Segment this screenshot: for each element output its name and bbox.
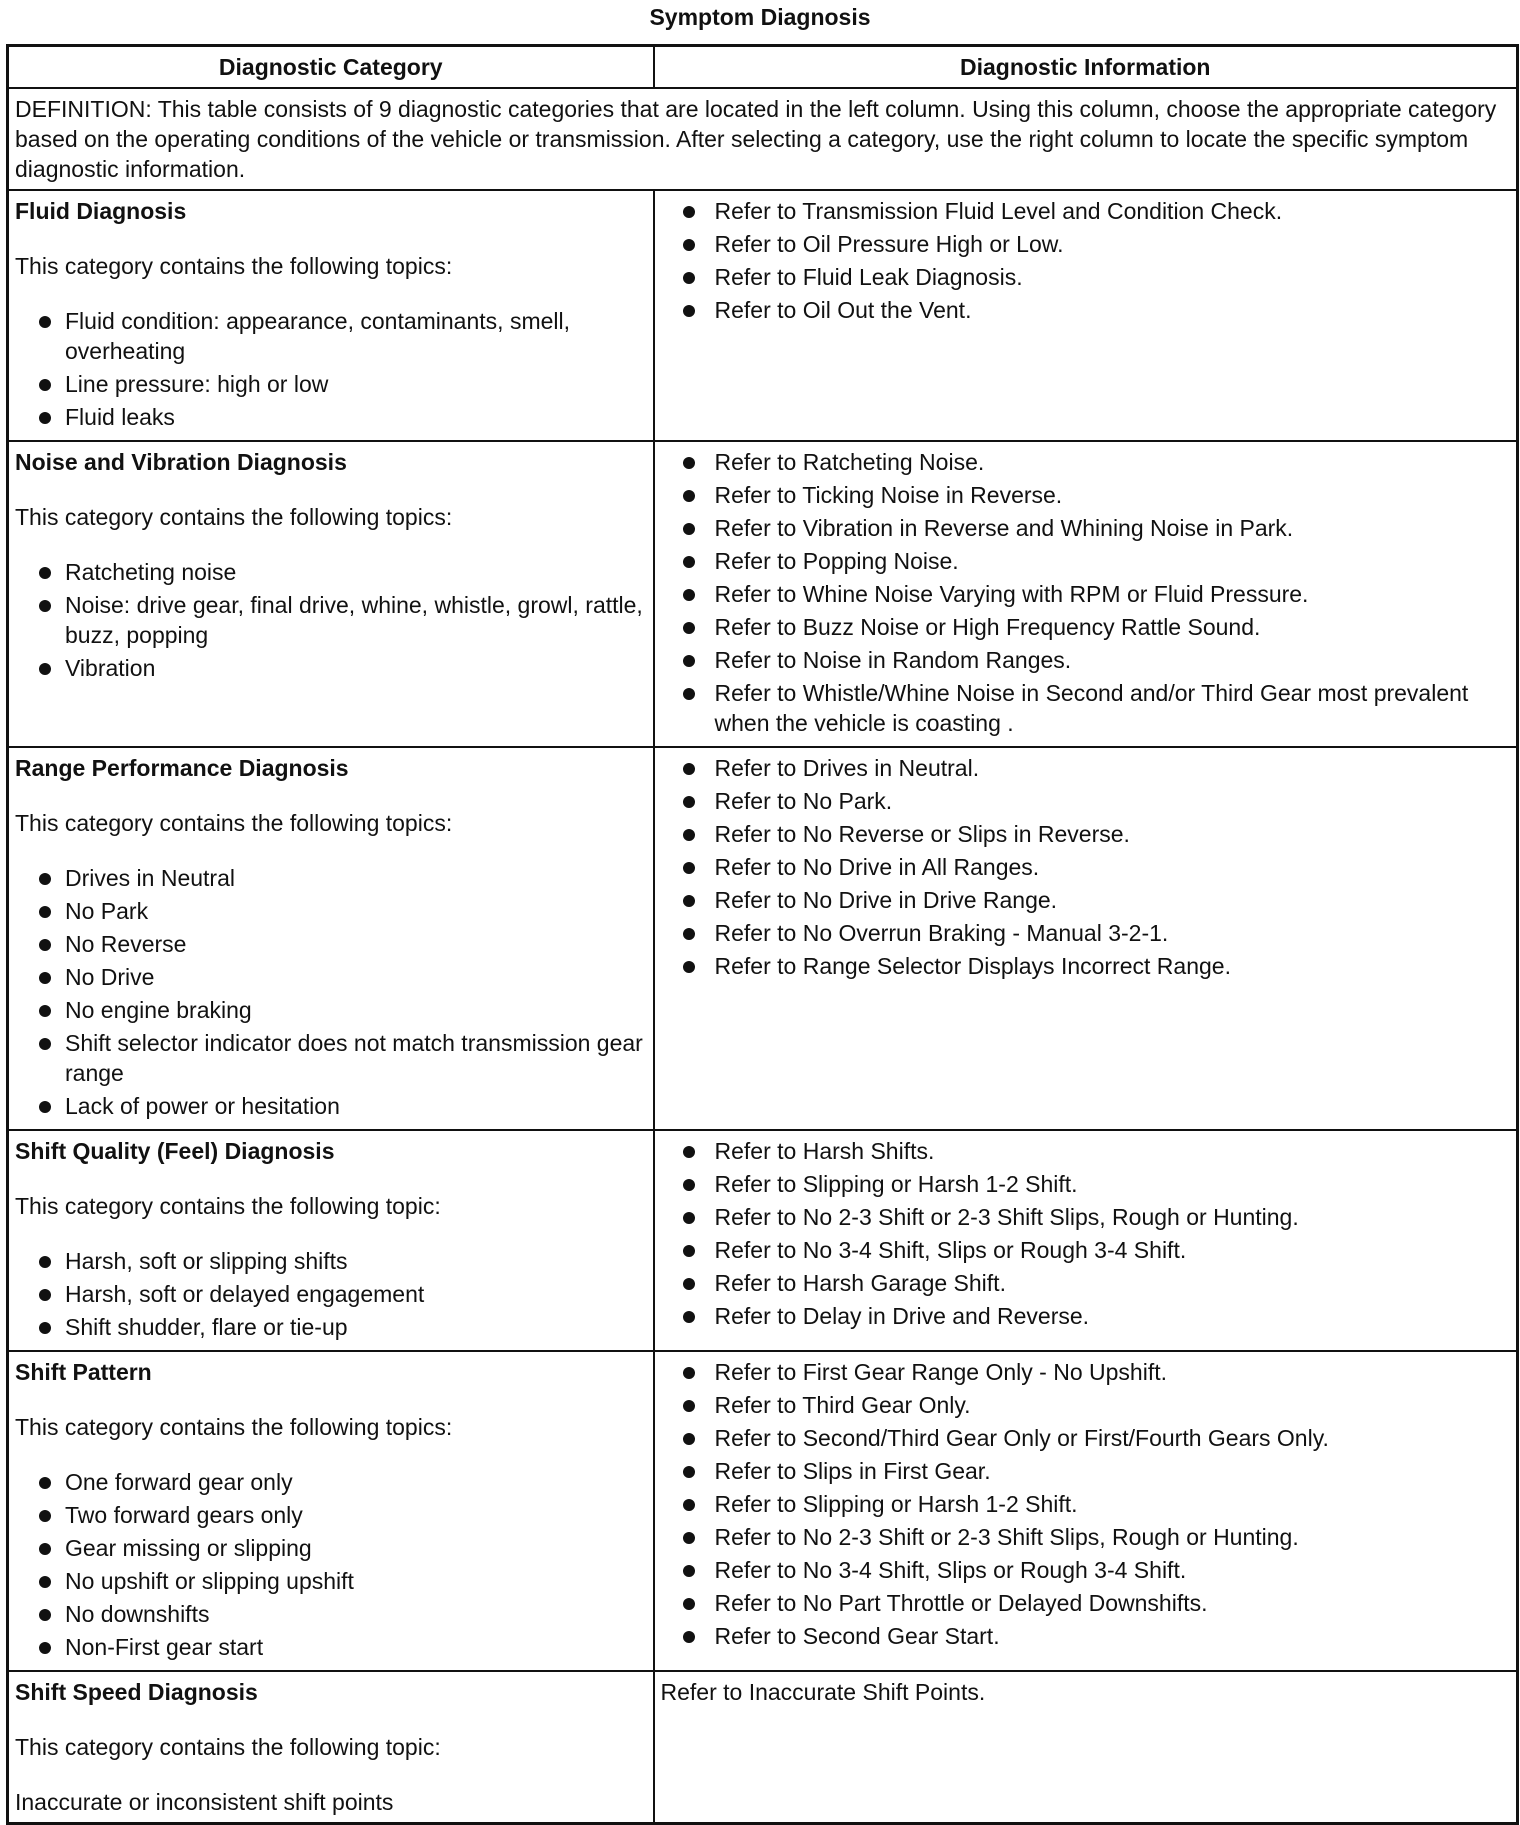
- list-item: One forward gear only: [15, 1467, 647, 1497]
- topic-list: [15, 557, 647, 683]
- list-item: Refer to No Part Throttle or Delayed Downshifts.: [661, 1588, 1511, 1618]
- info-list: [661, 1136, 1511, 1331]
- topic-list: [15, 1467, 647, 1662]
- list-item: Refer to No Reverse or Slips in Reverse.: [661, 819, 1511, 849]
- list-item: Refer to Vibration in Reverse and Whining Noise in Park.: [661, 513, 1511, 543]
- list-item: Refer to Second Gear Start.: [661, 1621, 1511, 1651]
- category-title: Range Performance Diagnosis: [15, 755, 349, 781]
- info-list: [661, 1357, 1511, 1651]
- information-cell: [654, 747, 1518, 1130]
- information-cell: [654, 1671, 1518, 1824]
- category-title: Shift Speed Diagnosis: [15, 1679, 258, 1705]
- category-cell: [8, 747, 654, 1130]
- list-item: Vibration: [15, 653, 647, 683]
- category-intro: This category contains the following topic:: [15, 1734, 441, 1760]
- list-item: Refer to Whine Noise Varying with RPM or Fluid Pressure.: [661, 579, 1511, 609]
- list-item: Non-First gear start: [15, 1632, 647, 1662]
- list-item: Refer to Ticking Noise in Reverse.: [661, 480, 1511, 510]
- list-item: Refer to Second/Third Gear Only or First/Fourth Gears Only.: [661, 1423, 1511, 1453]
- category-cell: [8, 1671, 654, 1824]
- column-header-information: Diagnostic Information: [654, 46, 1518, 89]
- list-item: Refer to Range Selector Displays Incorrect Range.: [661, 951, 1511, 981]
- list-item: Refer to No 2-3 Shift or 2-3 Shift Slips, Rough or Hunting.: [661, 1202, 1511, 1232]
- list-item: Ratcheting noise: [15, 557, 647, 587]
- list-item: Gear missing or slipping: [15, 1533, 647, 1563]
- information-cell: [654, 1351, 1518, 1671]
- category-cell: [8, 1351, 654, 1671]
- list-item: Refer to No Drive in Drive Range.: [661, 885, 1511, 915]
- topic-list: [15, 306, 647, 432]
- information-cell: [654, 1130, 1518, 1351]
- list-item: Drives in Neutral: [15, 863, 647, 893]
- list-item: No Park: [15, 896, 647, 926]
- category-intro: This category contains the following topics:: [15, 253, 453, 279]
- list-item: Refer to Ratcheting Noise.: [661, 447, 1511, 477]
- list-item: Refer to No 3-4 Shift, Slips or Rough 3-4 Shift.: [661, 1235, 1511, 1265]
- list-item: Refer to Harsh Garage Shift.: [661, 1268, 1511, 1298]
- category-intro: This category contains the following topics:: [15, 1414, 453, 1440]
- list-item: No Reverse: [15, 929, 647, 959]
- table-row: [8, 190, 1518, 441]
- list-item: Refer to Oil Pressure High or Low.: [661, 229, 1511, 259]
- info-list: [661, 753, 1511, 981]
- list-item: Shift shudder, flare or tie-up: [15, 1312, 647, 1342]
- list-item: Refer to Slips in First Gear.: [661, 1456, 1511, 1486]
- list-item: Refer to Whistle/Whine Noise in Second and/or Third Gear most prevalent when the vehicle is coasting .: [661, 678, 1511, 738]
- list-item: Harsh, soft or delayed engagement: [15, 1279, 647, 1309]
- category-intro: This category contains the following topics:: [15, 504, 453, 530]
- table-row: [8, 1351, 1518, 1671]
- table-row: [8, 1671, 1518, 1824]
- category-intro: This category contains the following topic:: [15, 1193, 441, 1219]
- list-item: No downshifts: [15, 1599, 647, 1629]
- info-list: [661, 196, 1511, 325]
- information-cell: [654, 190, 1518, 441]
- list-item: Refer to Fluid Leak Diagnosis.: [661, 262, 1511, 292]
- list-item: No engine braking: [15, 995, 647, 1025]
- definition-row: [8, 88, 1518, 190]
- list-item: Refer to Drives in Neutral.: [661, 753, 1511, 783]
- table-row: [8, 747, 1518, 1130]
- table-row: [8, 1130, 1518, 1351]
- list-item: Refer to Third Gear Only.: [661, 1390, 1511, 1420]
- list-item: Refer to Noise in Random Ranges.: [661, 645, 1511, 675]
- category-cell: [8, 190, 654, 441]
- list-item: Refer to No 2-3 Shift or 2-3 Shift Slips, Rough or Hunting.: [661, 1522, 1511, 1552]
- category-title: Shift Quality (Feel) Diagnosis: [15, 1138, 335, 1164]
- header-row: [8, 46, 1518, 89]
- symptom-diagnosis-table: [6, 44, 1519, 1825]
- list-item: Shift selector indicator does not match transmission gear range: [15, 1028, 647, 1088]
- list-item: Refer to Popping Noise.: [661, 546, 1511, 576]
- list-item: Two forward gears only: [15, 1500, 647, 1530]
- list-item: Refer to Oil Out the Vent.: [661, 295, 1511, 325]
- info-text: Refer to Inaccurate Shift Points.: [660, 1679, 986, 1705]
- list-item: Refer to No Overrun Braking - Manual 3-2-1.: [661, 918, 1511, 948]
- category-topic: Inaccurate or inconsistent shift points: [15, 1789, 394, 1815]
- table-row: [8, 441, 1518, 747]
- list-item: Refer to Harsh Shifts.: [661, 1136, 1511, 1166]
- information-cell: [654, 441, 1518, 747]
- category-title: Shift Pattern: [15, 1359, 152, 1385]
- list-item: Refer to No Park.: [661, 786, 1511, 816]
- category-cell: [8, 441, 654, 747]
- column-header-category: Diagnostic Category: [8, 46, 654, 89]
- category-intro: This category contains the following topics:: [15, 810, 453, 836]
- category-title: Noise and Vibration Diagnosis: [15, 449, 347, 475]
- topic-list: [15, 1246, 647, 1342]
- definition-text: DEFINITION: This table consists of 9 diagnostic categories that are located in the left column. Using this column, choose the appropriate category based on the operating conditions of the vehicle or transmission. After selecting a category, use the right column to locate the specific symptom diagnostic information.: [8, 88, 1518, 190]
- list-item: Refer to No Drive in All Ranges.: [661, 852, 1511, 882]
- list-item: Refer to Delay in Drive and Reverse.: [661, 1301, 1511, 1331]
- list-item: Fluid condition: appearance, contaminants, smell, overheating: [15, 306, 647, 366]
- list-item: Line pressure: high or low: [15, 369, 647, 399]
- topic-list: [15, 863, 647, 1121]
- list-item: Refer to No 3-4 Shift, Slips or Rough 3-4 Shift.: [661, 1555, 1511, 1585]
- list-item: Refer to Transmission Fluid Level and Condition Check.: [661, 196, 1511, 226]
- page-title: Symptom Diagnosis: [649, 4, 871, 30]
- list-item: Lack of power or hesitation: [15, 1091, 647, 1121]
- list-item: Fluid leaks: [15, 402, 647, 432]
- list-item: Noise: drive gear, final drive, whine, whistle, growl, rattle, buzz, popping: [15, 590, 647, 650]
- list-item: Harsh, soft or slipping shifts: [15, 1246, 647, 1276]
- list-item: Refer to First Gear Range Only - No Upshift.: [661, 1357, 1511, 1387]
- info-list: [661, 447, 1511, 738]
- category-title: Fluid Diagnosis: [15, 198, 187, 224]
- list-item: Refer to Slipping or Harsh 1-2 Shift.: [661, 1489, 1511, 1519]
- list-item: Refer to Buzz Noise or High Frequency Rattle Sound.: [661, 612, 1511, 642]
- list-item: No Drive: [15, 962, 647, 992]
- list-item: No upshift or slipping upshift: [15, 1566, 647, 1596]
- category-cell: [8, 1130, 654, 1351]
- list-item: Refer to Slipping or Harsh 1-2 Shift.: [661, 1169, 1511, 1199]
